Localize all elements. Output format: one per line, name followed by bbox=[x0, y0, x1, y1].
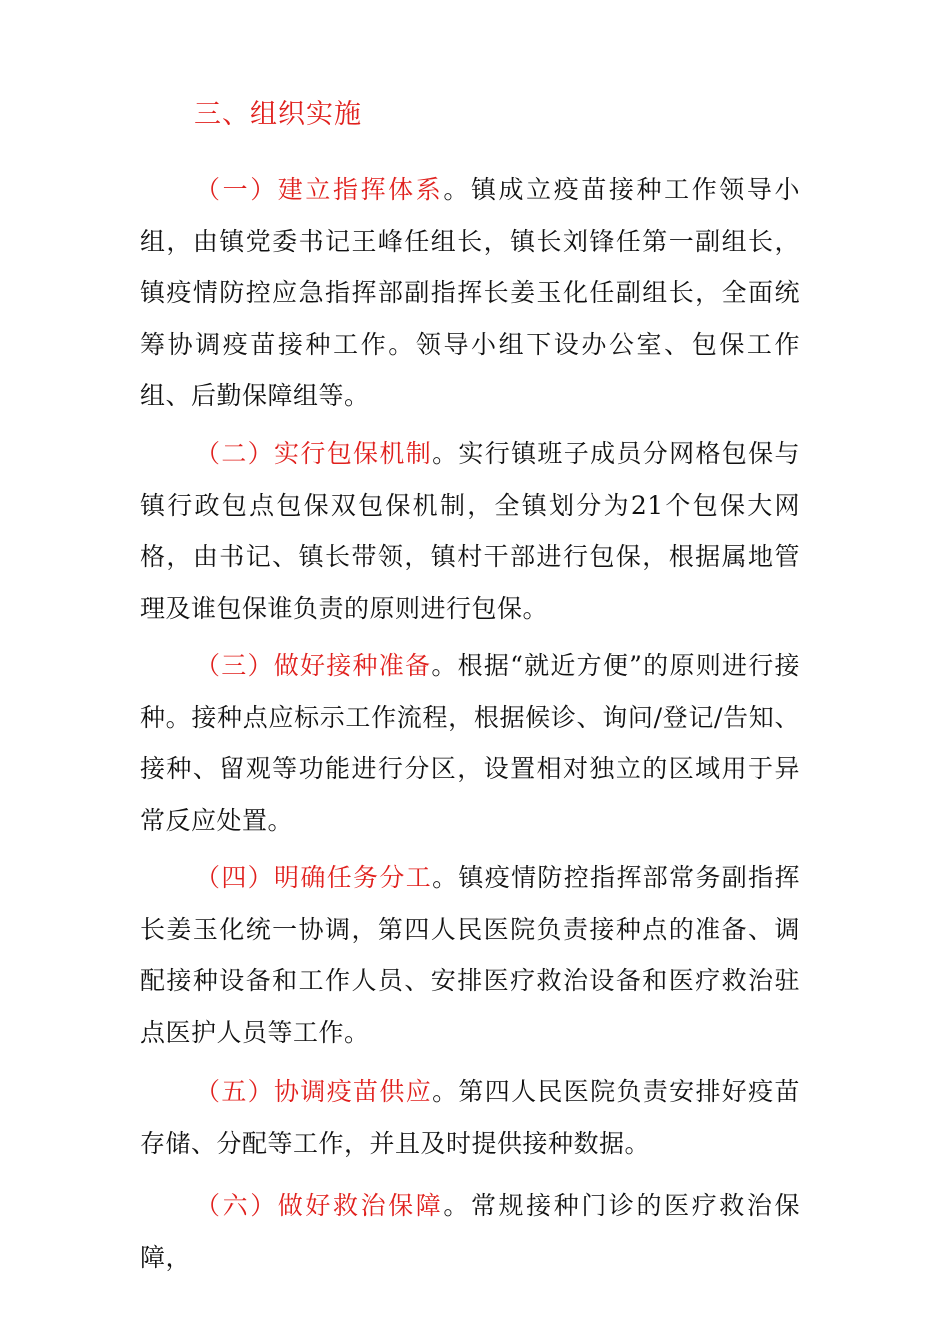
paragraph-body: 。常规接种门诊的医疗救治保障， bbox=[140, 1191, 800, 1272]
paragraph-lead: （三）做好接种准备 bbox=[195, 651, 432, 680]
paragraph-vaccination-preparation bbox=[140, 640, 800, 846]
paragraph-body: 。镇疫情防控指挥部常务副指挥长姜玉化统一协调，第四人民医院负责接种点的准备、调配接种设备和工作人员、安排医疗救治设备和医疗救治驻点医护人员等工作。 bbox=[140, 863, 800, 1047]
paragraph-lead: （六）做好救治保障 bbox=[195, 1191, 444, 1220]
paragraph-command-system bbox=[140, 164, 800, 422]
paragraph-body: 。根据“就近方便”的原则进行接种。接种点应标示工作流程，根据候诊、询问/登记/告知、接种、留观等功能进行分区，设置相对独立的区域用于异常反应处置。 bbox=[140, 651, 800, 835]
paragraph-body: 。镇成立疫苗接种工作领导小组，由镇党委书记王峰任组长，镇长刘锋任第一副组长，镇疫情防控应急指挥部副指挥长姜玉化任副组长，全面统筹协调疫苗接种工作。领导小组下设办公室、包保工作组、后勤保障组等。 bbox=[140, 175, 800, 410]
paragraph-lead: （一）建立指挥体系 bbox=[195, 175, 444, 204]
paragraph-body: 。实行镇班子成员分网格包保与镇行政包点包保双包保机制，全镇划分为21个包保大网格，由书记、镇长带领，镇村干部进行包保，根据属地管理及谁包保谁负责的原则进行包保。 bbox=[140, 439, 800, 623]
paragraph-lead: （五）协调疫苗供应 bbox=[195, 1077, 433, 1106]
paragraph-task-division bbox=[140, 852, 800, 1058]
paragraph-body: 。第四人民医院负责安排好疫苗存储、分配等工作，并且及时提供接种数据。 bbox=[140, 1077, 800, 1158]
paragraph-treatment-guarantee bbox=[140, 1180, 800, 1283]
paragraph-lead: （二）实行包保机制 bbox=[195, 439, 433, 468]
paragraph-lead: （四）明确任务分工 bbox=[195, 863, 433, 892]
paragraph-guarantee-mechanism bbox=[140, 428, 800, 634]
section-heading: 三、组织实施 bbox=[194, 99, 362, 130]
paragraph-vaccine-supply bbox=[140, 1066, 800, 1169]
